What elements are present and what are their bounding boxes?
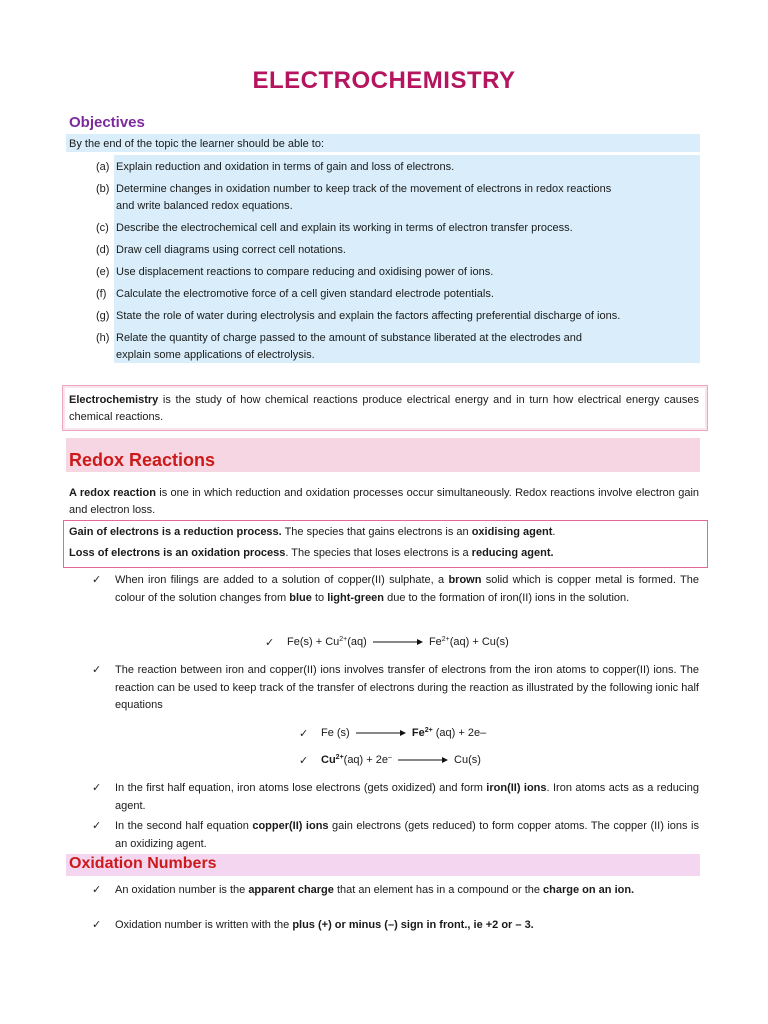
redox-bullet-1: When iron filings are added to a solution of copper(II) sulphate, a brown solid which is copper metal is formed. The colour of the solution changes from blue to light-green due to the formation of iron(II) ions in the solution. xyxy=(115,574,700,604)
objective-item xyxy=(96,330,700,364)
check-icon: ✓ xyxy=(299,755,309,767)
objective-label: (h) xyxy=(96,332,110,344)
objective-text: Draw cell diagrams using correct cell notations. xyxy=(116,244,346,256)
objective-label: (f) xyxy=(96,288,107,300)
definition-text: Electrochemistry is the study of how chemical reactions produce electrical energy and in turn how electrical energy causes chemical reactions. xyxy=(69,394,699,423)
objective-label: (b) xyxy=(96,183,110,195)
objective-text: Use displacement reactions to compare reducing and oxidising power of ions. xyxy=(116,266,494,278)
objective-text-continued: explain some applications of electrolysis. xyxy=(116,349,315,361)
objective-text: Describe the electrochemical cell and explain its working in terms of electron transfer process. xyxy=(116,222,573,234)
check-icon: ✓ xyxy=(265,637,275,649)
oxidation-bullet-2: Oxidation number is written with the plus (+) or minus (–) sign in front., ie +2 or – 3. xyxy=(115,919,534,931)
redox-bullet-2: The reaction between iron and copper(II) ions involves transfer of electrons from the iron atoms to copper(II) ions. The reaction can be used to keep track of the transfer of electrons during the reaction as illustrated by the following ionic half equations xyxy=(115,664,699,711)
page-title: ELECTROCHEMISTRY xyxy=(252,67,516,94)
objective-label: (e) xyxy=(96,266,110,278)
objective-item xyxy=(96,308,700,325)
check-icon: ✓ xyxy=(92,574,102,586)
check-icon: ✓ xyxy=(92,782,102,794)
redox-intro: A redox reaction is one in which reduction and oxidation processes occur simultaneously. Redox reactions involve electron gain and electron loss. xyxy=(69,487,699,516)
reaction-arrow-icon xyxy=(372,638,424,646)
equation-iron-copper: $Fe(s) + Cu^{2+}(aq) Fe^{2+}(aq) + Cu(s)$ xyxy=(287,636,509,648)
oxidation-heading: Oxidation Numbers xyxy=(69,855,217,872)
half-equation-copper: $Cu^{2+}(aq) + 2e^-$ Cu(s) xyxy=(321,754,481,766)
objective-item xyxy=(96,220,700,237)
objectives-heading: Objectives xyxy=(69,114,145,131)
gain-line: Gain of electrons is a reduction process. The species that gains electrons is an oxidising agent. xyxy=(69,526,556,538)
objective-text: Relate the quantity of charge passed to the amount of substance liberated at the electrodes and xyxy=(116,332,582,344)
objective-label: (g) xyxy=(96,310,110,322)
objective-text: Determine changes in oxidation number to keep track of the movement of electrons in redox reactions xyxy=(116,183,612,195)
half-equation-iron: Fe (s) $Fe^{2+}$ (aq) + 2e– xyxy=(321,727,487,739)
check-icon: ✓ xyxy=(92,919,102,931)
objective-label: (d) xyxy=(96,244,110,256)
objective-label: (c) xyxy=(96,222,109,234)
redox-bullet-3: In the first half equation, iron atoms lose electrons (gets oxidized) and form iron(II) ions. Iron atoms acts as a reducing agent. xyxy=(115,782,699,812)
objective-text-continued: and write balanced redox equations. xyxy=(116,200,293,212)
reaction-arrow-icon xyxy=(355,729,407,737)
objectives-intro: By the end of the topic the learner should be able to: xyxy=(69,138,325,150)
check-icon: ✓ xyxy=(299,728,309,740)
redox-heading: Redox Reactions xyxy=(69,450,216,470)
objective-text: State the role of water during electrolysis and explain the factors affecting preferential discharge of ions. xyxy=(116,310,621,322)
objective-item xyxy=(96,264,700,281)
check-icon: ✓ xyxy=(92,884,102,896)
check-icon: ✓ xyxy=(92,820,102,832)
oxidation-bullet-1: An oxidation number is the apparent charge that an element has in a compound or the charge on an ion. xyxy=(115,884,635,896)
objective-text: Calculate the electromotive force of a cell given standard electrode potentials. xyxy=(116,288,494,300)
reaction-arrow-icon xyxy=(397,756,449,764)
objective-item xyxy=(96,242,700,259)
objective-item xyxy=(96,286,700,303)
check-icon: ✓ xyxy=(92,664,102,676)
definition-term: Electrochemistry xyxy=(69,394,159,406)
objective-item xyxy=(96,181,700,215)
loss-line: Loss of electrons is an oxidation process. The species that loses electrons is a reducing agent. xyxy=(69,547,554,559)
objective-label: (a) xyxy=(96,161,110,173)
objective-text: Explain reduction and oxidation in terms of gain and loss of electrons. xyxy=(116,161,455,173)
redox-bullet-4: In the second half equation copper(II) ions gain electrons (gets reduced) to form copper atoms. The copper (II) ions is an oxidizing agent. xyxy=(115,820,699,850)
objective-item xyxy=(96,159,700,176)
